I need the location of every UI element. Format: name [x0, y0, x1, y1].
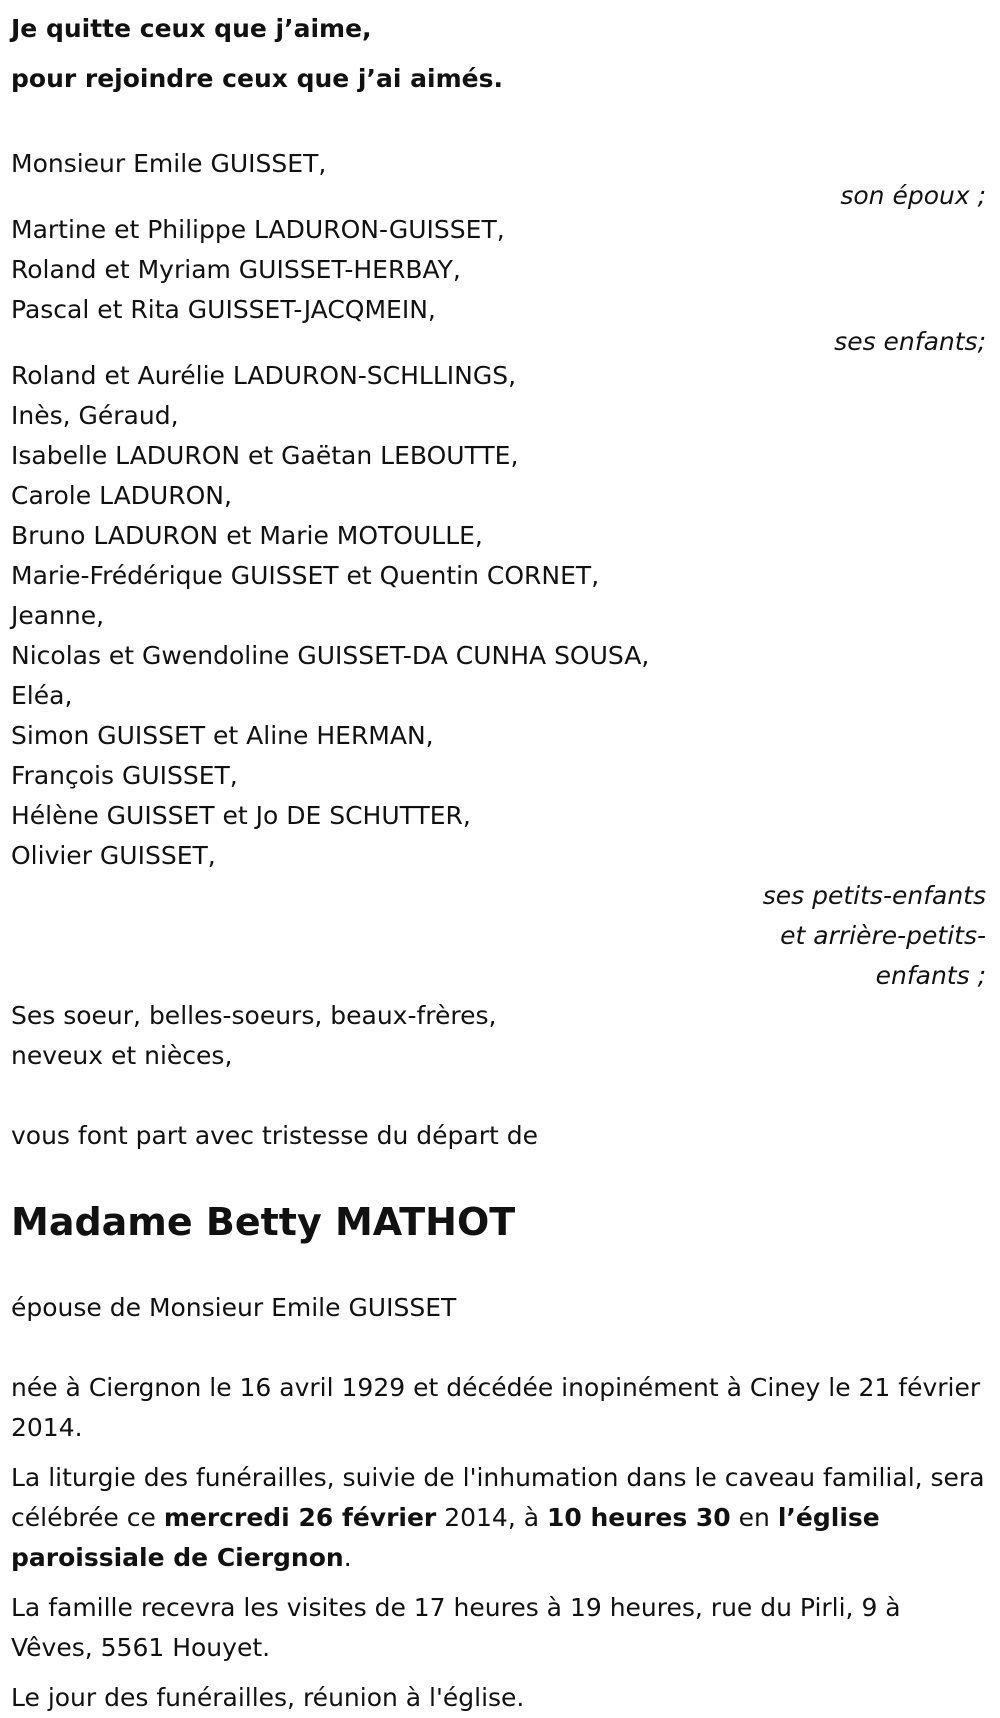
grandchild-name: Eléa,: [11, 681, 73, 710]
grandchildren-role-line-2: et arrière-petits-: [780, 921, 986, 950]
visits-text: La famille recevra les visites de 17 heures à 19 heures, rue du Pirli, 9 à Vêves, 5561 Houyet.: [11, 1593, 901, 1662]
funeral-date: mercredi 26 février: [163, 1503, 437, 1532]
children-role: ses enfants;: [834, 327, 986, 356]
relatives-block: [11, 996, 986, 1076]
spouse-name: Monsieur Emile GUISSET,: [11, 149, 327, 178]
meeting-text: Le jour des funérailles, réunion à l'église.: [11, 1683, 525, 1712]
grandchildren-role-line-3: enfants ;: [875, 961, 986, 990]
motto-line-2: pour rejoindre ceux que j’ai aimés.: [11, 64, 503, 93]
child-name: Roland et Myriam GUISSET-HERBAY,: [11, 255, 461, 284]
grandchild-name: Isabelle LADURON et Gaëtan LEBOUTTE,: [11, 441, 519, 470]
funeral-after-time: en: [730, 1503, 778, 1532]
grandchild-name: Nicolas et Gwendoline GUISSET-DA CUNHA SOUSA,: [11, 641, 650, 670]
grandchild-name: Simon GUISSET et Aline HERMAN,: [11, 721, 434, 750]
child-name: Pascal et Rita GUISSET-JACQMEIN,: [11, 295, 436, 324]
motto-line-1: Je quitte ceux que j’aime,: [11, 14, 372, 43]
grandchild-name: Bruno LADURON et Marie MOTOULLE,: [11, 521, 483, 550]
grandchildren-role-line-1: ses petits-enfants: [762, 881, 986, 910]
funeral-intro: La liturgie des funérailles, suivie de l'inhumation dans le caveau familial, sera célébrée ce: [11, 1463, 985, 1532]
child-name: Martine et Philippe LADURON-GUISSET,: [11, 215, 505, 244]
funeral-place: l’église paroissiale de Ciergnon: [11, 1503, 880, 1572]
birth-death-text: née à Ciergnon le 16 avril 1929 et décédée inopinément à Ciney le 21 février 2014.: [11, 1373, 981, 1442]
children-block: [11, 210, 986, 362]
funeral-end: .: [343, 1543, 352, 1572]
spouse-block: [11, 144, 986, 216]
grandchild-name: Marie-Frédérique GUISSET et Quentin CORNET,: [11, 561, 600, 590]
grandchildren-block: [11, 356, 986, 996]
funeral-after-date: 2014, à: [436, 1503, 547, 1532]
funeral-time: 10 heures 30: [547, 1503, 731, 1532]
spouse-role: son époux ;: [840, 181, 986, 210]
grandchild-name: Hélène GUISSET et Jo DE SCHUTTER,: [11, 801, 471, 830]
grandchild-name: Roland et Aurélie LADURON-SCHLLINGS,: [11, 361, 517, 390]
relatives-line-2: neveux et nièces,: [11, 1041, 233, 1070]
grandchild-name: Jeanne,: [11, 601, 105, 630]
announcement: vous font part avec tristesse du départ de: [11, 1121, 538, 1150]
grandchild-name: François GUISSET,: [11, 761, 238, 790]
spouse-of: épouse de Monsieur Emile GUISSET: [11, 1293, 457, 1322]
deceased-name: Madame Betty MATHOT: [11, 1200, 516, 1244]
funeral-text: [11, 1458, 986, 1578]
grandchild-name: Olivier GUISSET,: [11, 841, 216, 870]
motto: [11, 4, 986, 104]
grandchild-name: Carole LADURON,: [11, 481, 232, 510]
grandchild-name: Inès, Géraud,: [11, 401, 179, 430]
relatives-line-1: Ses soeur, belles-soeurs, beaux-frères,: [11, 1001, 497, 1030]
